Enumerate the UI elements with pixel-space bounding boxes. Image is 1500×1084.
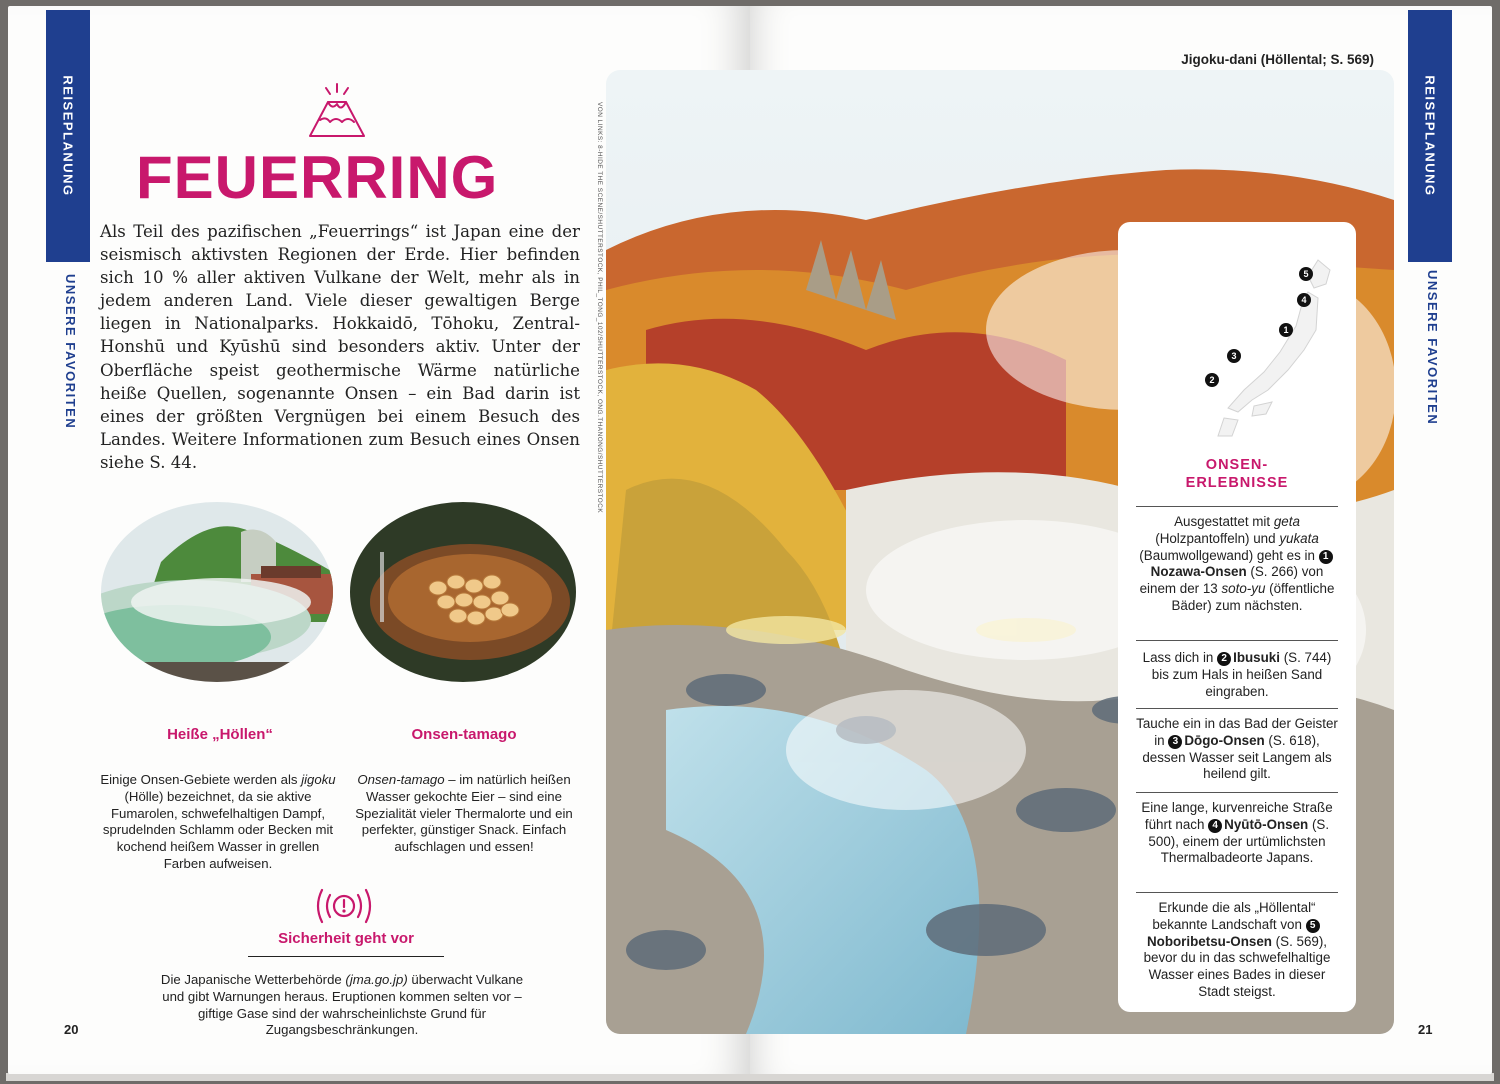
badge-4: 4 bbox=[1208, 819, 1222, 833]
info-box-heading bbox=[1118, 456, 1356, 492]
onsen-egg-photo bbox=[350, 502, 576, 682]
badge-2: 2 bbox=[1217, 652, 1231, 666]
heading-safety: Sicherheit geht vor bbox=[278, 930, 414, 947]
volcano-icon bbox=[304, 80, 370, 140]
info-divider bbox=[1136, 506, 1338, 507]
text-onsen-tamago-body: – im natürlich heißen Wasser gekochte Eier – sind eine Spezialität vieler Thermalorte und ein perfekter, günstiger Snack. Einfach aufschlagen und essen! bbox=[355, 772, 573, 855]
map-marker-1: 1 bbox=[1283, 325, 1289, 335]
sidebar-sublabel-right: UNSERE FAVORITEN bbox=[1425, 270, 1440, 426]
hot-hell-photo bbox=[101, 502, 333, 682]
page-number-left: 20 bbox=[64, 1022, 79, 1037]
page-title: FEUERRING bbox=[136, 144, 499, 211]
map-marker-4: 4 bbox=[1301, 295, 1307, 305]
text-hot-hells-part1: Einige Onsen-Gebiete werden als bbox=[100, 772, 302, 787]
japan-map-icon bbox=[1168, 240, 1338, 440]
sidebar-sublabel: UNSERE FAVORITEN bbox=[63, 274, 78, 430]
photo-caption: Jigoku-dani (Höllental; S. 569) bbox=[1181, 52, 1374, 67]
map-marker-3: 3 bbox=[1231, 351, 1237, 361]
heading-hot-hells: Heiße „Höllen“ bbox=[167, 726, 273, 743]
sidebar-tab-left bbox=[46, 10, 90, 262]
info-divider bbox=[1136, 892, 1338, 893]
info-entry-nyuto: Eine lange, kurvenreiche Straße führt nach 4 Nyūtō-Onsen (S. 500), einem der urtümlichsten Thermalbadeorte Japans. bbox=[1141, 800, 1333, 866]
badge-3: 3 bbox=[1168, 735, 1182, 749]
text-onsen-tamago bbox=[344, 772, 584, 856]
text-hot-hells-part2: (Hölle) bezeichnet, da sie aktive Fumarolen, schwefelhaltigen Dampf, sprudelnden Schlamm oder Becken mit kochend heißem Wasser in grellen Farben aufweisen. bbox=[102, 788, 334, 871]
map-marker-5: 5 bbox=[1303, 269, 1309, 279]
info-entry-noboribetsu: Erkunde die als „Höllental“ bekannte Landschaft von 5Noboribetsu-Onsen (S. 569), bevor du in das schwefelhaltige Wasser eines Bades in dieser Stadt steigst. bbox=[1143, 900, 1331, 999]
page-edges bbox=[6, 1073, 1494, 1081]
safety-divider bbox=[248, 956, 444, 957]
info-heading-line1: ONSEN- bbox=[1205, 457, 1269, 473]
info-entry-ibusuki: Lass dich in 2 Ibusuki (S. 744) bis zum Hals in heißen Sand eingraben. bbox=[1142, 650, 1332, 699]
text-hot-hells bbox=[98, 772, 338, 873]
info-entry-nozawa: Ausgestattet mit geta (Holzpantoffeln) und yukata (Baumwollgewand) geht es in 1Nozawa-Onsen (S. 266) von einem der 13 soto-yu (öffentliche Bäder) zum nächsten. bbox=[1139, 514, 1335, 613]
badge-1: 1 bbox=[1319, 550, 1333, 564]
map-marker-2: 2 bbox=[1209, 375, 1215, 385]
term-onsen-tamago: Onsen-tamago bbox=[357, 772, 445, 787]
heading-onsen-tamago: Onsen-tamago bbox=[411, 726, 517, 743]
text-safety-part1: Die Japanische Wetterbehörde bbox=[160, 972, 346, 987]
info-divider bbox=[1136, 640, 1338, 641]
page-number-right: 21 bbox=[1418, 1022, 1433, 1037]
info-divider bbox=[1136, 708, 1338, 709]
text-safety bbox=[160, 972, 524, 1039]
text-safety-part2: überwacht Vulkane und gibt Warnungen heraus. Eruptionen kommen selten vor – giftige Gase sind der wahrscheinlichste Grund für Zugangsbeschränkungen. bbox=[162, 972, 524, 1038]
sidebar-tab-right bbox=[1408, 10, 1452, 262]
onsen-info-box bbox=[1118, 222, 1356, 1012]
alert-signal-icon bbox=[314, 886, 374, 926]
info-divider bbox=[1136, 792, 1338, 793]
intro-paragraph: Als Teil des pazifischen „Feuerrings“ ist Japan eine der seismisch aktivsten Regionen der Erde. Hier befinden sich 10 % aller aktiven Vulkane der Welt, mehr als in jedem anderen Land. Viele dieser gewaltigen Berge liegen in Nationalparks. Hokkaidō, Tōhoku, Zentral-Honshū und Kyūshū sind besonders aktiv. Unter der Oberfläche speist geothermische Wärme natürliche heiße Quellen, sogenannte Onsen – ein Bad darin ist eines der größten Vergnügen bei einem Besuch des Landes. Weitere Informationen zum Besuch eines Onsen siehe S. 44. bbox=[100, 222, 580, 472]
link-jma: (jma.go.jp) bbox=[345, 972, 408, 987]
sidebar-label: REISEPLANUNG bbox=[60, 75, 76, 197]
photo-credit: VON LINKS: 8-HIDE THE SCENE/SHUTTERSTOCK, PHIL_TONG_102/SHUTTERSTOCK, ONG.THANONG/SHUTTERSTOCK bbox=[596, 102, 603, 514]
badge-5: 5 bbox=[1306, 919, 1320, 933]
term-jigoku: jigoku bbox=[301, 772, 336, 787]
info-entry-dogo: Tauche ein in das Bad der Geister in 3 Dōgo-Onsen (S. 618), dessen Wasser seit Langem als heilend gilt. bbox=[1136, 716, 1338, 782]
info-heading-line2: ERLEBNISSE bbox=[1185, 475, 1289, 491]
sidebar-label-right: REISEPLANUNG bbox=[1422, 75, 1438, 197]
